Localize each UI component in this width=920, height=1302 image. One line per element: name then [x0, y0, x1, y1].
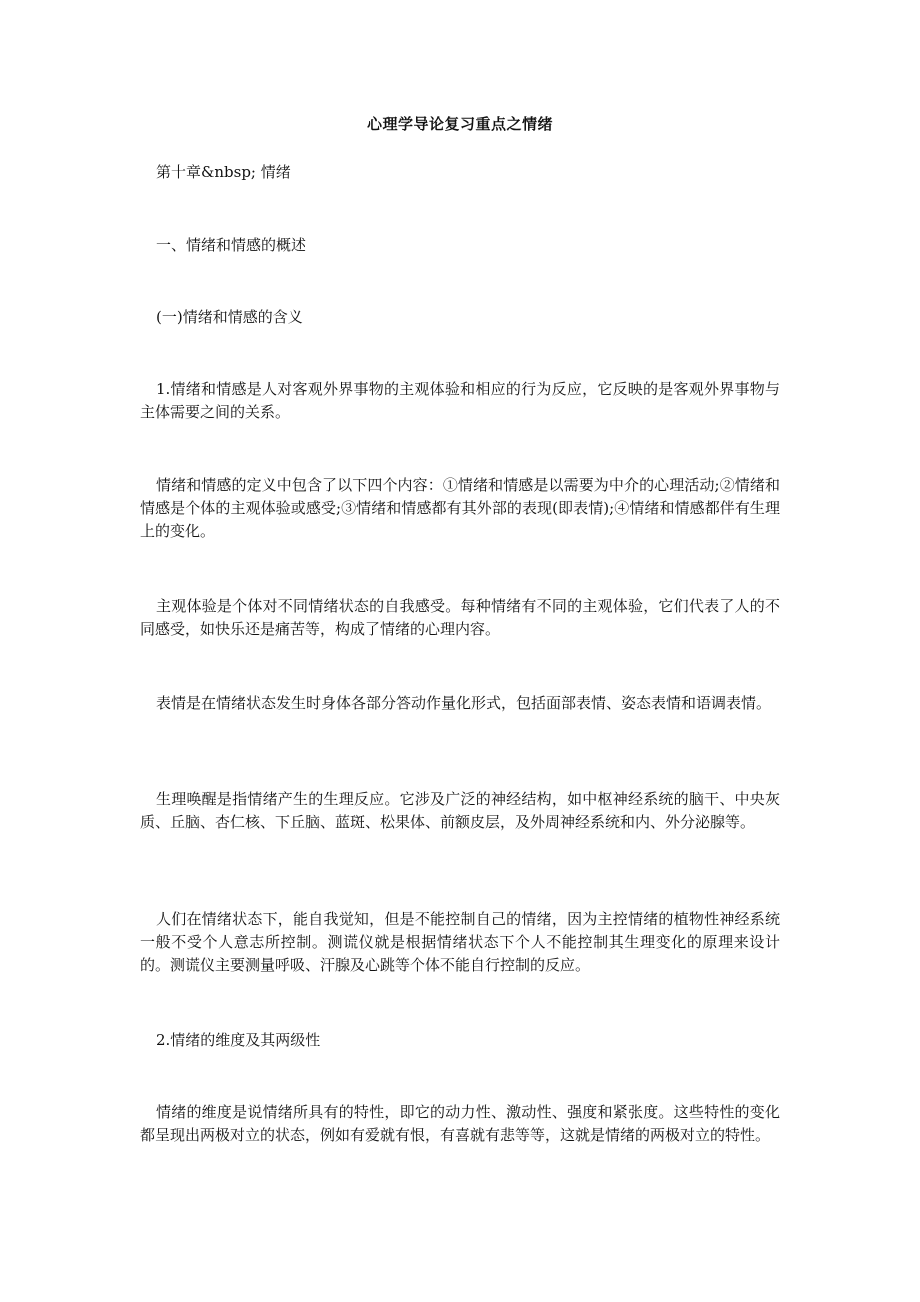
subsection-heading: (一)情绪和情感的含义 [156, 308, 303, 326]
paragraph-physiological-arousal: 生理唤醒是指情绪产生的生理反应。它涉及广泛的神经结构，如中枢神经系统的脑干、中央灰质、丘脑、杏仁核、下丘脑、蓝斑、松果体、前额皮层，及外周神经系统和内、外分泌腺等。 [140, 790, 780, 831]
paragraph-subjective-experience: 主观体验是个体对不同情绪状态的自我感受。每种情绪有不同的主观体验，它们代表了人的不同感受，如快乐还是痛苦等，构成了情绪的心理内容。 [140, 597, 780, 638]
document-title: 心理学导论复习重点之情绪 [366, 115, 553, 133]
subsection-dimensions: 2.情绪的维度及其两级性 [156, 1031, 321, 1049]
paragraph-expression: 表情是在情绪状态发生时身体各部分答动作量化形式，包括面部表情、姿态表情和语调表情。 [156, 694, 772, 712]
section-heading: 一、情绪和情感的概述 [156, 236, 307, 254]
paragraph-definition: 1.情绪和情感是人对客观外界事物的主观体验和相应的行为反应，它反映的是客观外界事物与主体需要之间的关系。 [140, 380, 780, 421]
paragraph-dimensions: 情绪的维度是说情绪所具有的特性，即它的动力性、激动性、强度和紧张度。这些特性的变化都呈现出两极对立的状态，例如有爱就有恨，有喜就有悲等等，这就是情绪的两极对立的特性。 [140, 1103, 780, 1144]
chapter-heading: 第十章&nbsp; 情绪 [156, 163, 291, 181]
paragraph-four-contents: 情绪和情感的定义中包含了以下四个内容：①情绪和情感是以需要为中介的心理活动;②情绪和情感是个体的主观体验或感受;③情绪和情感都有其外部的表现(即表情);④情绪和情感都伴有生理上的变化。 [140, 476, 780, 540]
paragraph-lie-detector: 人们在情绪状态下，能自我觉知，但是不能控制自己的情绪，因为主控情绪的植物性神经系统一般不受个人意志所控制。测谎仪就是根据情绪状态下个人不能控制其生理变化的原理来设计的。测谎仪主要测量呼吸、汗腺及心跳等个体不能自行控制的反应。 [140, 910, 780, 974]
